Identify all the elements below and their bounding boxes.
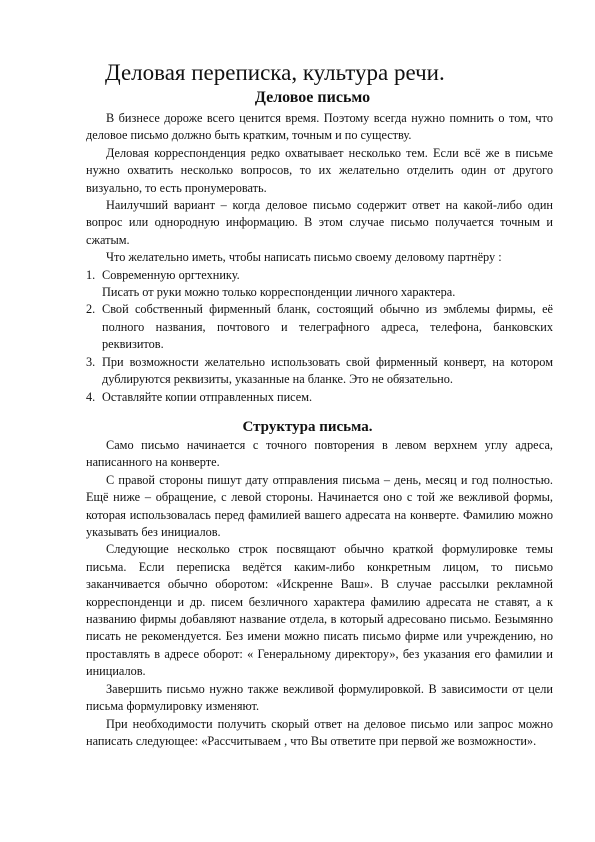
list-item-text: При возможности желательно использовать свой фирменный конверт, на котором дублируются реквизиты, указанные на бланке. Это не обязательно. (102, 354, 553, 387)
paragraph: Что желательно иметь, чтобы написать письмо своему деловому партнёру : (106, 250, 502, 265)
list-item-text: Оставляйте копии отправленных писем. (102, 389, 313, 404)
list-number: 1. (86, 267, 96, 282)
list-number: 4. (86, 389, 96, 404)
paragraph: Деловая корреспонденция редко охватывает несколько тем. Если всё же в письме нужно охватить несколько вопросов, то их желательно отделить один от другого визуально, то есть пронумеровать. (86, 145, 553, 195)
list-item (86, 301, 553, 353)
paragraph: Завершить письмо нужно также вежливой формулировкой. В зависимости от цели письма формулировку изменяют. (86, 681, 553, 714)
list-number: 3. (86, 354, 96, 369)
section-heading-letter-structure: Структура письма. (242, 419, 373, 435)
paragraph: Само письмо начинается с точного повторения в левом верхнем углу адреса, написанного на конверте. (86, 438, 553, 470)
list-item (86, 389, 553, 406)
list-item-note: Писать от руки можно только корреспонденции личного характера. (102, 285, 456, 300)
paragraph: Наилучший вариант – когда деловое письмо содержит ответ на какой-либо один вопрос или однородную информацию. В этом случае письмо получается точным и сжатым. (86, 198, 553, 247)
paragraph: В бизнесе дороже всего ценится время. Поэтому всегда нужно помнить о том, что деловое письмо должно быть кратким, точным и по существу. (86, 111, 553, 143)
document-title: Деловая переписка, культура речи. (105, 60, 445, 85)
section1-body (86, 110, 553, 406)
paragraph: С правой стороны пишут дату отправления письма – день, месяц и год полностью. Ещё ниже – обращение, с левой стороны. Начинается оно с той же вежливой формы, которая использовалась перед фамилией вашего адресата на конверте. Фамилию можно указывать без инициалов. (86, 472, 553, 540)
list-item-text: Свой собственный фирменный бланк, состоящий обычно из эмблемы фирмы, её полного названия, почтового и телеграфного адреса, телефона, банковских реквизитов. (102, 302, 553, 352)
section-heading-business-letter: Деловое письмо (254, 89, 371, 106)
list-item-text: Современную оргтехнику. (102, 267, 240, 282)
section2-body (86, 437, 553, 750)
list-item (86, 267, 553, 302)
requirements-list (86, 267, 553, 406)
list-number: 2. (86, 302, 96, 317)
paragraph: При необходимости получить скорый ответ на деловое письмо или запрос можно написать следующее: «Рассчитываем , что Вы ответите при первой же возможности». (86, 716, 553, 748)
list-item (86, 354, 553, 389)
paragraph: Следующие несколько строк посвящают обычно краткой формулировке темы письма. Если переписка ведётся каким-либо конкретным лицом, то письмо заканчивается обычно оборотом: «Искренне Ваш». В случае рассылки рекламной корреспонденци и др. писем безличного характера фамилию адресата не ставят, а к названию фирмы добавляют название отдела, в который адресовано письмо. Безымянно писать не рекомендуется. Без имени можно писать письмо фирме или учреждению, но проставлять в адресе оборот: « Генеральному директору», без указания его фамилии и инициалов. (86, 542, 553, 679)
